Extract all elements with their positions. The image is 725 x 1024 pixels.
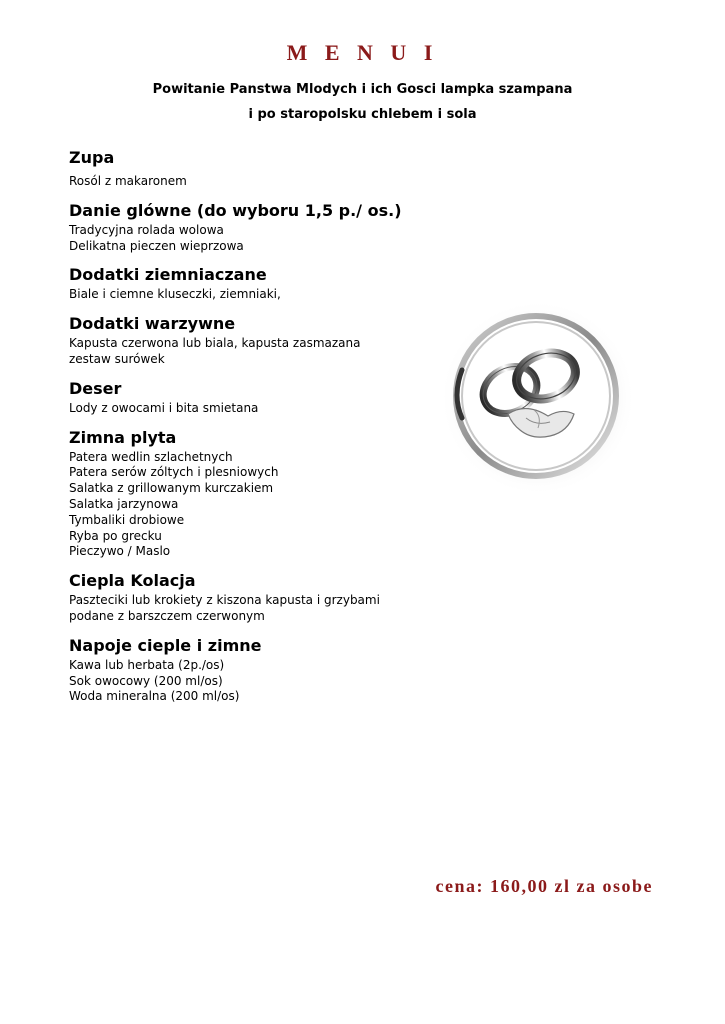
menu-item: podane z barszczem czerwonym: [69, 608, 265, 623]
price: cena: 160,00 zl za osobe: [435, 876, 653, 896]
menu-item: Kawa lub herbata (2p./os): [69, 657, 225, 672]
menu-item: Salatka jarzynowa: [69, 496, 179, 511]
menu-item: Ryba po grecku: [69, 528, 162, 543]
section-heading: Zimna plyta: [69, 427, 177, 447]
section-deser: [69, 377, 449, 417]
section-heading: Deser: [69, 378, 122, 398]
section-heading: Napoje cieple i zimne: [69, 635, 262, 655]
menu-title: M E N U I: [286, 40, 439, 65]
menu-item: Woda mineralna (200 ml/os): [69, 689, 240, 704]
welcome-line-2: i po staropolsku chlebem i sola: [248, 107, 477, 122]
menu-item: Pieczywo / Maslo: [69, 544, 171, 559]
section-danie-glowne: [69, 199, 449, 255]
section-dodatki-ziemniaczane: [69, 263, 449, 303]
section-zupa: [69, 146, 449, 190]
menu-item: Patera wedlin szlachetnych: [69, 449, 233, 464]
menu-item: Lody z owocami i bita smietana: [69, 400, 259, 415]
section-heading: Zupa: [69, 148, 115, 167]
section-ciepla-kolacja: [69, 569, 449, 625]
welcome-line-1: Powitanie Panstwa Mlodych i ich Gosci lampka szampana: [152, 82, 573, 97]
menu-item: Patera serów zóltych i plesniowych: [69, 465, 279, 480]
menu-item: zestaw surówek: [69, 351, 165, 366]
menu-item: Tradycyjna rolada wolowa: [69, 222, 224, 237]
menu-item: Biale i ciemne kluseczki, ziemniaki,: [69, 287, 281, 302]
menu-item: Tymbaliki drobiowe: [69, 512, 185, 527]
menu-item: Sok owocowy (200 ml/os): [69, 673, 223, 688]
menu-item: Salatka z grillowanym kurczakiem: [69, 481, 274, 496]
section-heading: Dodatki warzywne: [69, 314, 236, 334]
section-dodatki-warzywne: [69, 312, 449, 368]
menu-item: Rosól z makaronem: [69, 174, 187, 188]
wedding-rings-icon: [438, 298, 638, 498]
section-napoje: [69, 634, 449, 705]
section-heading: Ciepla Kolacja: [69, 571, 196, 591]
menu-item: Paszteciki lub krokiety z kiszona kapusta i grzybami: [69, 593, 380, 608]
section-heading: Danie glówne (do wyboru 1,5 p./ os.): [69, 200, 402, 220]
menu-sections: [69, 146, 449, 714]
section-heading: Dodatki ziemniaczane: [69, 265, 267, 285]
section-zimna-plyta: [69, 426, 449, 561]
menu-item: Kapusta czerwona lub biala, kapusta zasmazana: [69, 336, 361, 351]
menu-item: Delikatna pieczen wieprzowa: [69, 238, 244, 253]
